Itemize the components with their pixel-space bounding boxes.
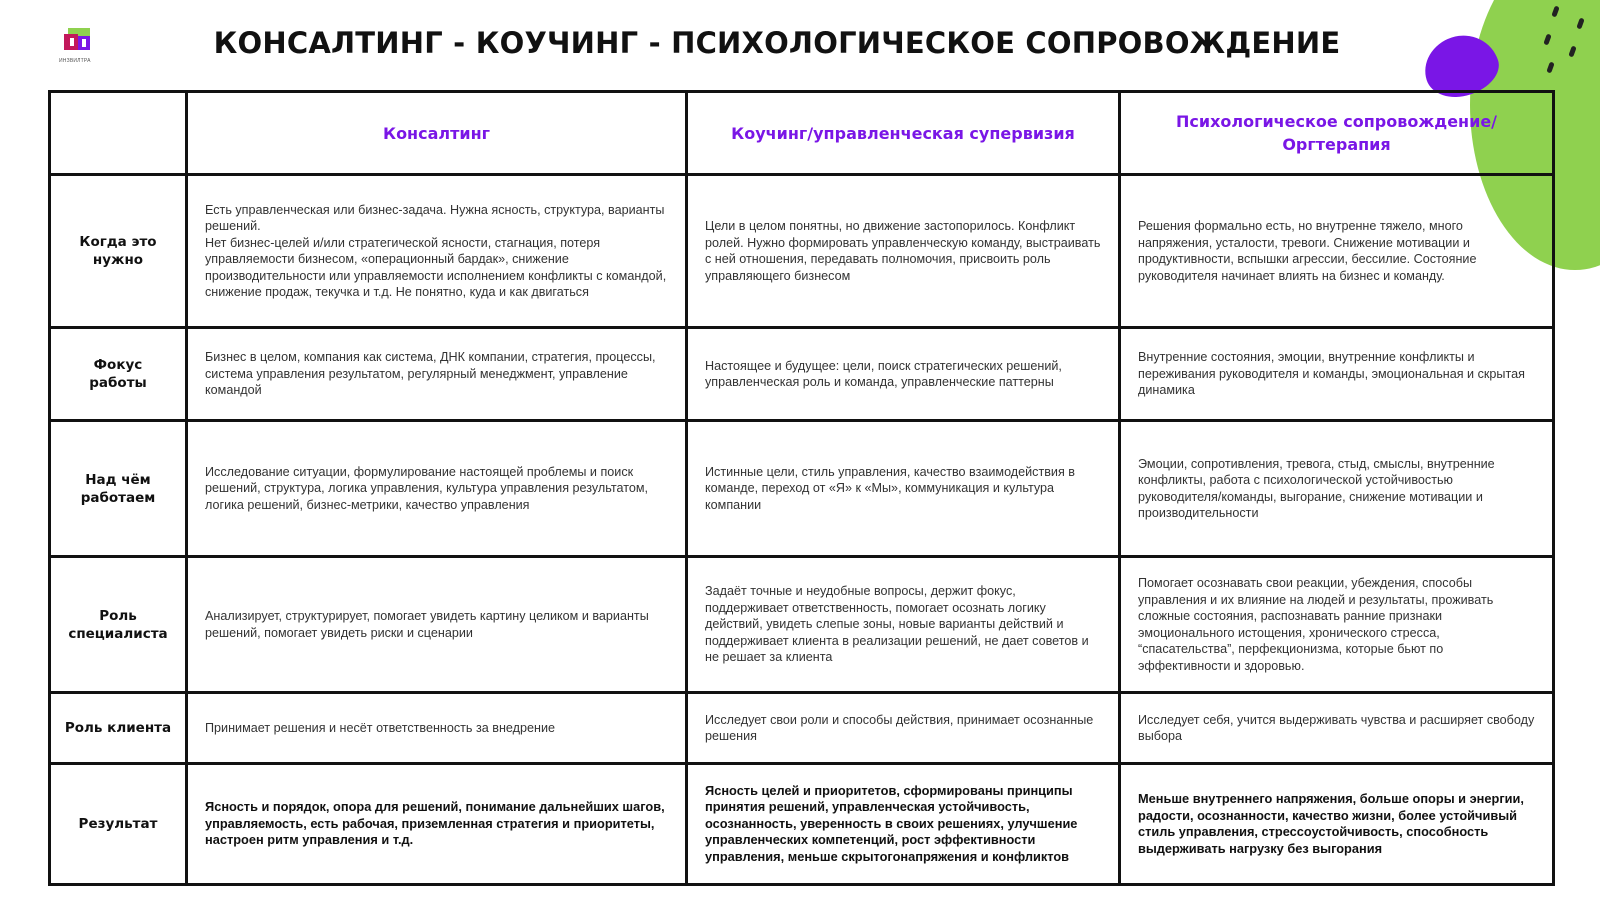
cell-text: Внутренние состояния, эмоции, внутренние конфликты и переживания руководителя и команды, эмоциональная и скрытая динамика [1138,350,1525,398]
column-header: Психологическое сопровождение/ Оргтерапия [1120,92,1554,175]
table-cell [1120,693,1554,764]
cell-text: Помогает осознавать свои реакции, убеждения, способы управления и их влияние на людей и результаты, проживать сложные состояния, распознавать ранние признаки эмоционального истощения, хронического стресса, “спасательства”, перфекционизма, которые бьют по эффективности и здоровью. [1138,576,1494,673]
table-row [50,693,1554,764]
table-cell [687,421,1120,557]
cell-text: Нет бизнес-целей и/или стратегической ясности, стагнация, потеря управляемости бизнесом, «операционный бардак», снижение производительности или управляемости исполнением конфликты с командой, снижение продаж, текучка и т.д. Не понятно, куда и как двигаться [205,235,667,299]
table-cell [1120,764,1554,885]
table-cell [687,557,1120,693]
column-header: Консалтинг [187,92,687,175]
table-cell [187,175,687,328]
table-body [50,175,1554,885]
row-label: Фокус работы [50,328,187,421]
table-row [50,557,1554,693]
table-cell [187,764,687,885]
cell-text: Исследует свои роли и способы действия, принимает осознанные решения [705,712,1094,743]
cell-text: Эмоции, сопротивления, тревога, стыд, смыслы, внутренние конфликты, работа с психологической устойчивостью руководителя/команды, выгорание, снижение мотивации и производительности [1138,456,1495,520]
table-cell [687,175,1120,328]
row-label: Над чём работаем [50,421,187,557]
table-cell [187,328,687,421]
cell-text: Меньше внутреннего напряжения, больше опоры и энергии, радости, осознанности, качество жизни, более устойчивый стиль управления, стрессоустойчивость, способность выдерживать нагрузку без выгорания [1138,791,1524,856]
cell-text: Исследование ситуации, формулирование настоящей проблемы и поиск решений, структура, логика управления, культура управления результатом, логика решений, бизнес-метрики, качество управления [205,464,648,512]
table-cell [687,693,1120,764]
table-cell [1120,328,1554,421]
row-label: Результат [50,764,187,885]
column-header: Коучинг/управленческая супервизия [687,92,1120,175]
row-label: Роль специалиста [50,557,187,693]
table-cell [1120,175,1554,328]
table-cell [187,557,687,693]
row-label: Роль клиента [50,693,187,764]
table-cell [187,421,687,557]
table-cell [687,328,1120,421]
cell-text: Анализирует, структурирует, помогает увидеть картину целиком и варианты решений, помогает увидеть риски и сценарии [205,609,649,640]
table-row [50,328,1554,421]
cell-text: Задаёт точные и неудобные вопросы, держит фокус, поддерживает ответственность, помогает осознать логику действий, увидеть слепые зоны, новые варианты действий и поддерживает клиента в реализации решений, не дает советов и не решает за клиента [705,584,1089,665]
table-cell [187,693,687,764]
cell-text: Истинные цели, стиль управления, качество взаимодействия в команде, переход от «Я» к «Мы», коммуникация и культура компании [705,464,1075,512]
table-row [50,764,1554,885]
row-label: Когда это нужно [50,175,187,328]
table-cell [1120,557,1554,693]
table-cell [687,764,1120,885]
logo-text: ИНЗВИЛТРА [59,58,91,64]
cell-text: Настоящее и будущее: цели, поиск стратегических решений, управленческая роль и команда, управленческие паттерны [705,358,1062,389]
cell-text: Цели в целом понятны, но движение застопорилось. Конфликт ролей. Нужно формировать управленческую команду, выстраивать с ней отношения, передавать полномочия, присвоить роль управляющего бизнесом [705,219,1101,283]
comparison-table [48,90,1555,886]
cell-text: Принимает решения и несёт ответственность за внедрение [205,720,555,735]
page-title: КОНСАЛТИНГ - КОУЧИНГ - ПСИХОЛОГИЧЕСКОЕ СОПРОВОЖДЕНИЕ [213,26,1341,60]
cell-text: Исследует себя, учится выдерживать чувства и расширяет свободу выбора [1138,712,1535,743]
header-row [50,92,1554,175]
cell-text: Бизнес в целом, компания как система, ДНК компании, стратегия, процессы, система управления результатом, регулярный менеджмент, управление командой [205,350,656,398]
cell-text: Решения формально есть, но внутренне тяжело, много напряжения, усталости, тревоги. Снижение мотивации и продуктивности, вспышки агрессии, бессилие. Состояние руководителя начинает влиять на бизнес и команду. [1138,219,1477,283]
cell-text: Ясность целей и приоритетов, сформированы принципы принятия решений, управленческая устойчивость, осознанность, уверенность в своих решениях, улучшение управленческих компетенций, рост эффективности управления, меньше скрытогонапряжения и конфликтов [705,782,1078,864]
table-cell [1120,421,1554,557]
table-row [50,421,1554,557]
cell-text: Есть управленческая или бизнес-задача. Нужна ясность, структура, варианты решений. [205,202,665,233]
cell-text: Ясность и порядок, опора для решений, понимание дальнейших шагов, управляемость, есть рабочая, приземленная стратегия и приоритеты, настроен ритм управления и т.д. [205,799,665,848]
header-corner [50,92,187,175]
table-row [50,175,1554,328]
